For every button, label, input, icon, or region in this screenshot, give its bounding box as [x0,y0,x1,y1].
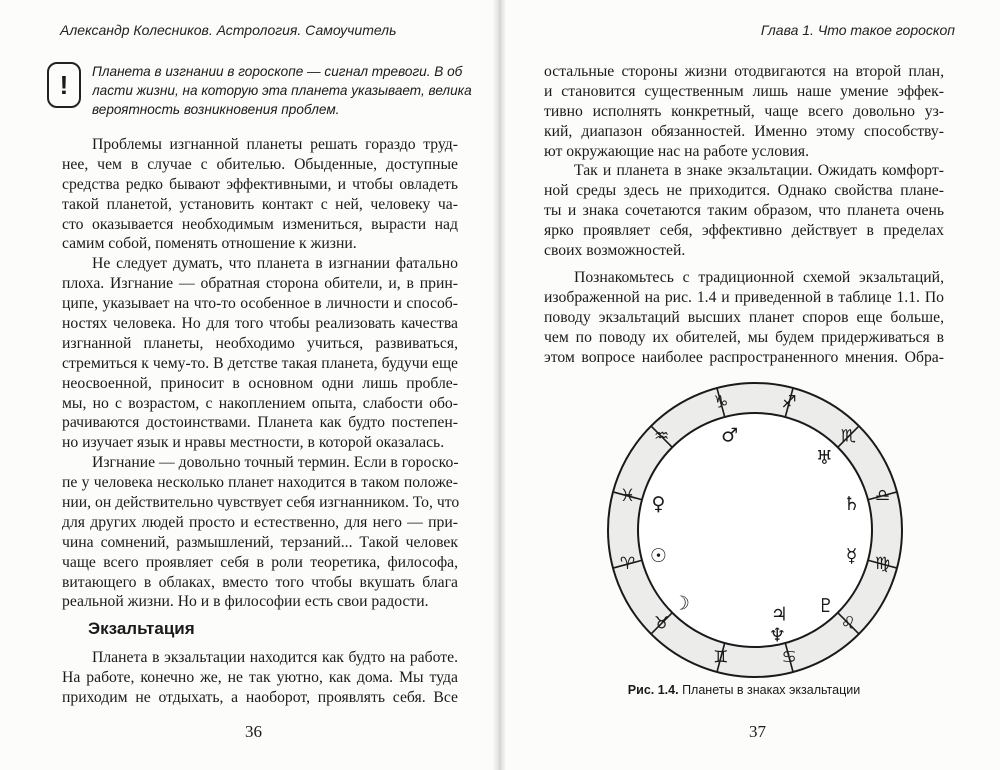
left-body-text [62,135,458,612]
text-line: своих возможностей. [544,242,686,260]
text-line: изображенной на рис. 1.4 и приведенной в таблице 1.1. По [544,288,944,306]
text-line: приходим не отдыхать, а наоборот, проявлять себя. Все [62,688,458,706]
zodiac-sign-glyph: ♉ [654,613,670,634]
running-head-right: Глава 1. Что такое гороскоп [760,22,955,38]
warning-line: вероятность возникновения проблем. [92,102,340,117]
figure-caption [544,683,944,697]
text-line: ярко проявляет себя, эффективно действует в пределах [544,222,944,240]
warning-text [92,62,487,119]
warning-callout [47,62,487,118]
planet-jupiter-glyph: ♃ [770,603,788,626]
planet-mars-glyph: ♂ [721,424,739,447]
text-line: тивно исполнять конкретный, чаще всего довольно уз- [544,102,944,120]
text-line: Изгнание — довольно точный термин. Если в гороско- [92,454,459,472]
text-line: На работе, конечно же, не так уютно, как дома. Мы туда [62,668,458,686]
text-line: ципе, указывает на что-то особенное в личности и способ- [62,295,458,313]
text-line: стремиться к чему-то. В детстве такая планета, будучи еще [62,354,458,372]
text-line: неосвоенной, приносит в основном одни лишь пробле- [62,374,458,392]
right-body-text [544,62,944,261]
zodiac-sign-glyph: ♑ [713,392,729,413]
text-line: сто оказывается необходимым измениться, вырасти над [62,215,458,233]
text-line: ностях человека. Но для того чтобы реализовать качества [62,315,458,333]
text-line: чем по поводу их обителей, мы будем придерживаться в [544,328,944,346]
text-line: реальной жизни. Но и в философии есть свои радости. [62,593,429,611]
text-line: ной среды здесь не приходится. Однако свойства плане- [544,182,944,200]
planet-pluto-glyph: ♇ [817,595,835,618]
text-line: самим собой, поменять отношение к жизни. [62,235,357,253]
text-line: чаще всего проявляет себя в роли теоретика, философа, [62,553,458,571]
text-line: пе у человека несколько планет находится в таком положе- [62,474,458,492]
text-line: ют окружающие нас на работе условия. [544,142,810,160]
page-number-left: 36 [245,722,262,741]
planet-venus-glyph: ♀ [651,493,666,516]
text-line: мы, но с возрастом, с накоплением опыта, слабости обо- [62,394,458,412]
text-line: нее, чем в случае с обителью. Обыденные, доступные [62,155,458,173]
planet-neptune-glyph: ♆ [768,624,786,647]
warning-line: ласти жизни, на которую эта планета указывает, велика [92,83,472,98]
zodiac-sign-glyph: ♏ [840,426,856,447]
planet-saturn-glyph: ♄ [843,493,861,516]
exaltation-wheel [605,380,905,680]
warning-line: Планета в изгнании в гороскопе — сигнал тревоги. В об [92,64,463,79]
section-heading: Экзальтация [88,619,195,638]
zodiac-sign-glyph: ♊ [713,647,729,668]
text-line: и становится существенным лишь наше умение эффек- [544,82,944,100]
text-line: чина сомнений, размышлений, терзаний... Такой человек [62,533,458,551]
text-line: кий, диапазон обязанностей. Именно этому способству- [544,122,944,140]
text-line: такой планетой, установить контакт с ней, человеку ча- [62,195,458,213]
page-number-right: 37 [749,722,766,741]
text-line: Проблемы изгнанной планеты решать гораздо труд- [92,136,458,153]
zodiac-sign-glyph: ♋ [781,647,797,668]
zodiac-sign-glyph: ♈ [619,554,636,575]
text-line: этом вопросе наиболее распространенного мнения. Обра- [544,348,944,366]
planet-sun-glyph: ☉ [649,544,667,567]
running-head-left: Александр Колесников. Астрология. Самоучитель [60,22,397,38]
left-page [0,0,497,770]
section-body-text [62,648,458,708]
text-line: изгнанной планеты, необходимо учиться, развиваться, [62,334,458,352]
text-line: остальные стороны жизни отодвигаются на второй план, [544,63,944,80]
text-line: Не следует думать, что планета в изгнании фатально [92,255,458,273]
caption-text: Планеты в знаках экзальтации [682,683,861,697]
text-line: ты и знака сочетаются таким образом, что планета очень [544,202,944,220]
text-line: Планета в экзальтации находится как будто на работе. [92,649,458,666]
text-line: поводу экзальтаций высших планет споров еще больше, [544,308,944,326]
right-page [497,0,1000,770]
text-line: рачиваются достоинствами. Планета как будто постепен- [62,414,458,432]
right-body-text-2 [544,268,944,367]
exclamation-icon: ! [47,62,81,108]
text-line: плоха. Изгнание — обратная сторона обители, и, в прин- [62,275,458,293]
text-line: нии, он действительно чувствует себя изгнанником. То, что [62,494,460,512]
text-line: для других людей просто и естественно, для него — при- [62,513,458,531]
zodiac-sign-glyph: ♓ [619,485,636,506]
text-line: витающего в облаках, вместо того чтобы вкушать блага [62,573,458,591]
text-line: но изучает язык и нравы местности, в которой оказалась. [62,434,445,452]
zodiac-sign-glyph: ♒ [654,426,670,447]
text-line: средства редко бывают эффективными, и чтобы овладеть [62,175,458,193]
zodiac-sign-glyph: ♎ [874,485,891,506]
text-line: Так и планета в знаке экзальтации. Ожидать комфорт- [574,162,944,180]
text-line: Познакомьтесь с традиционной схемой экзальтаций, [574,269,944,286]
planet-moon-glyph: ☽ [672,592,690,615]
book-gutter [492,0,506,770]
zodiac-sign-glyph: ♌ [840,613,856,634]
caption-label: Рис. 1.4. [627,683,679,697]
zodiac-sign-glyph: ♐ [781,392,797,413]
planet-mercury-glyph: ☿ [845,544,858,567]
zodiac-sign-glyph: ♍ [874,554,891,575]
planet-uranus-glyph: ♅ [815,447,833,470]
